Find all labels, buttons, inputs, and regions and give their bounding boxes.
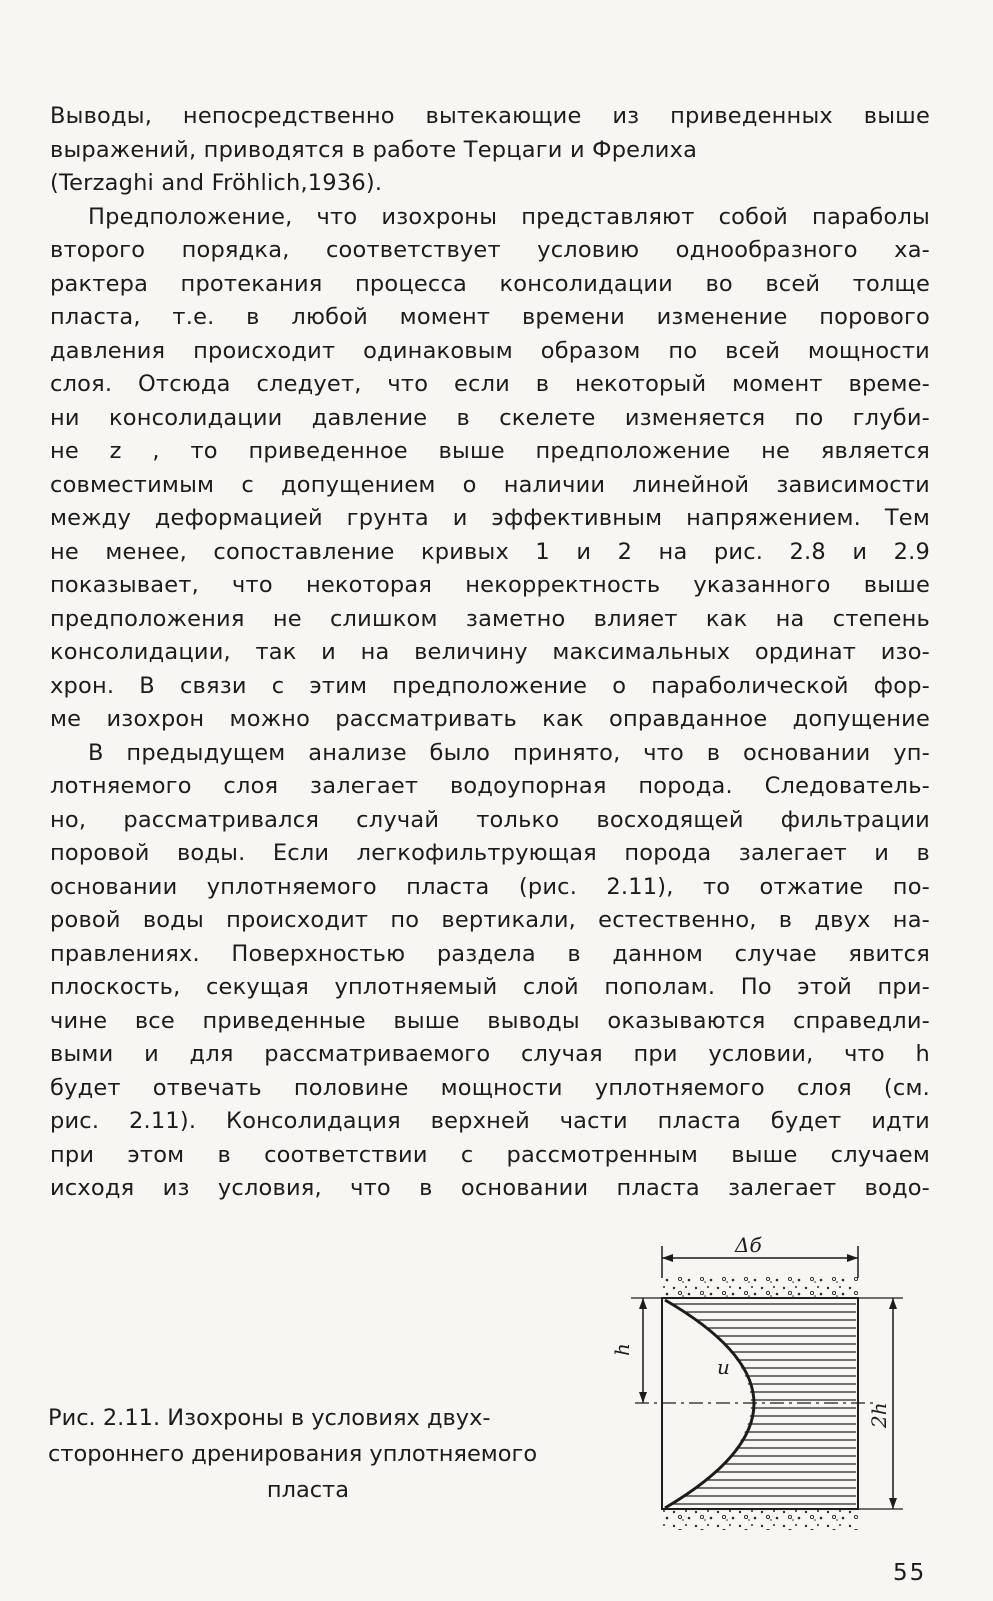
isochrone-diagram: [605, 1228, 920, 1533]
text-line: будет отвечать половине мощности уплотняемого слоя (см.: [50, 1074, 930, 1101]
bottom-drainage-layer: [662, 1510, 858, 1530]
label-delta-sigma: Δб: [735, 1233, 762, 1257]
text-line: между деформацией грунта и эффективным напряжением. Тем: [50, 505, 930, 531]
hatched-area: [667, 1300, 856, 1508]
label-2h: 2h: [867, 1402, 891, 1428]
label-u: u: [717, 1355, 730, 1379]
text-line: правлениях. Поверхностью раздела в данном случае явится: [50, 940, 930, 967]
text-line: но, рассматривался случай только восходящей фильтрации: [50, 806, 930, 833]
caption-line: стороннего дренирования уплотняемого: [48, 1441, 538, 1467]
text-line: показывает, что некоторая некорректность указанного выше: [50, 572, 930, 598]
text-line: Выводы, непосредственно вытекающие из приведенных выше: [50, 103, 930, 129]
text-line: слоя. Отсюда следует, что если в некоторый момент време-: [50, 371, 930, 397]
text-line: выми и для рассматриваемого случая при условии, что h: [50, 1041, 930, 1067]
text-line: (Terzaghi and Fröhlich,1936).: [50, 170, 383, 196]
text-line: второго порядка, соответствует условию однообразного ха-: [50, 237, 930, 263]
text-line: чине все приведенные выше выводы оказываются справедли-: [50, 1007, 930, 1034]
body-text: [50, 100, 930, 1206]
text-line: предположения не слишком заметно влияет как на степень: [50, 605, 930, 632]
text-line: плоскость, секущая уплотняемый слой пополам. По этой при-: [50, 974, 930, 1000]
text-line: при этом в соответствии с рассмотренным выше случаем: [50, 1141, 930, 1168]
text-line: не менее, сопоставление кривых 1 и 2 на рис. 2.8 и 2.9: [50, 538, 930, 565]
isochrone-figure: [605, 1228, 920, 1533]
text-line: ровой воды происходит по вертикали, естественно, в двух на-: [50, 907, 930, 933]
text-line: выражений, приводятся в работе Терцаги и Фрелиха: [50, 136, 698, 163]
text-line: поровой воды. Если легкофильтрующая порода залегает и в: [50, 840, 930, 866]
caption-line: Рис. 2.11. Изохроны в условиях двух-: [48, 1405, 491, 1431]
text-line: рис. 2.11). Консолидация верхней части пласта будет идти: [50, 1108, 930, 1134]
text-line: исходя из условия, что в основании пласта залегает водо-: [50, 1175, 930, 1201]
text-line: совместимым с допущением о наличии линейной зависимости: [50, 471, 930, 498]
caption-line: пласта: [266, 1477, 350, 1503]
text-line: ни консолидации давление в скелете изменяется по глуби-: [50, 404, 930, 431]
text-line: хрон. В связи с этим предположение о параболической фор-: [50, 672, 930, 699]
text-line: не z , то приведенное выше предположение не является: [50, 438, 930, 464]
text-line: консолидации, так и на величину максимальных ординат изо-: [50, 639, 930, 665]
top-drainage-layer: [662, 1276, 858, 1297]
text-line: пласта, т.е. в любой момент времени изменение порового: [50, 304, 930, 330]
text-line: Предположение, что изохроны представляют собой параболы: [88, 203, 930, 230]
label-h: h: [610, 1343, 634, 1356]
text-line: рактера протекания процесса консолидации во всей толще: [50, 270, 930, 297]
figure-caption: [48, 1400, 628, 1508]
text-line: ме изохрон можно рассматривать как оправданное допущение: [50, 706, 930, 732]
page-number: 55: [893, 1560, 927, 1586]
text-line: основании уплотняемого пласта (рис. 2.11), то отжатие по-: [50, 873, 930, 900]
text-line: В предыдущем анализе было принято, что в основании уп-: [88, 739, 930, 766]
text-line: давления происходит одинаковым образом по всей мощности: [50, 337, 930, 364]
text-line: лотняемого слоя залегает водоупорная порода. Следователь-: [50, 773, 930, 799]
